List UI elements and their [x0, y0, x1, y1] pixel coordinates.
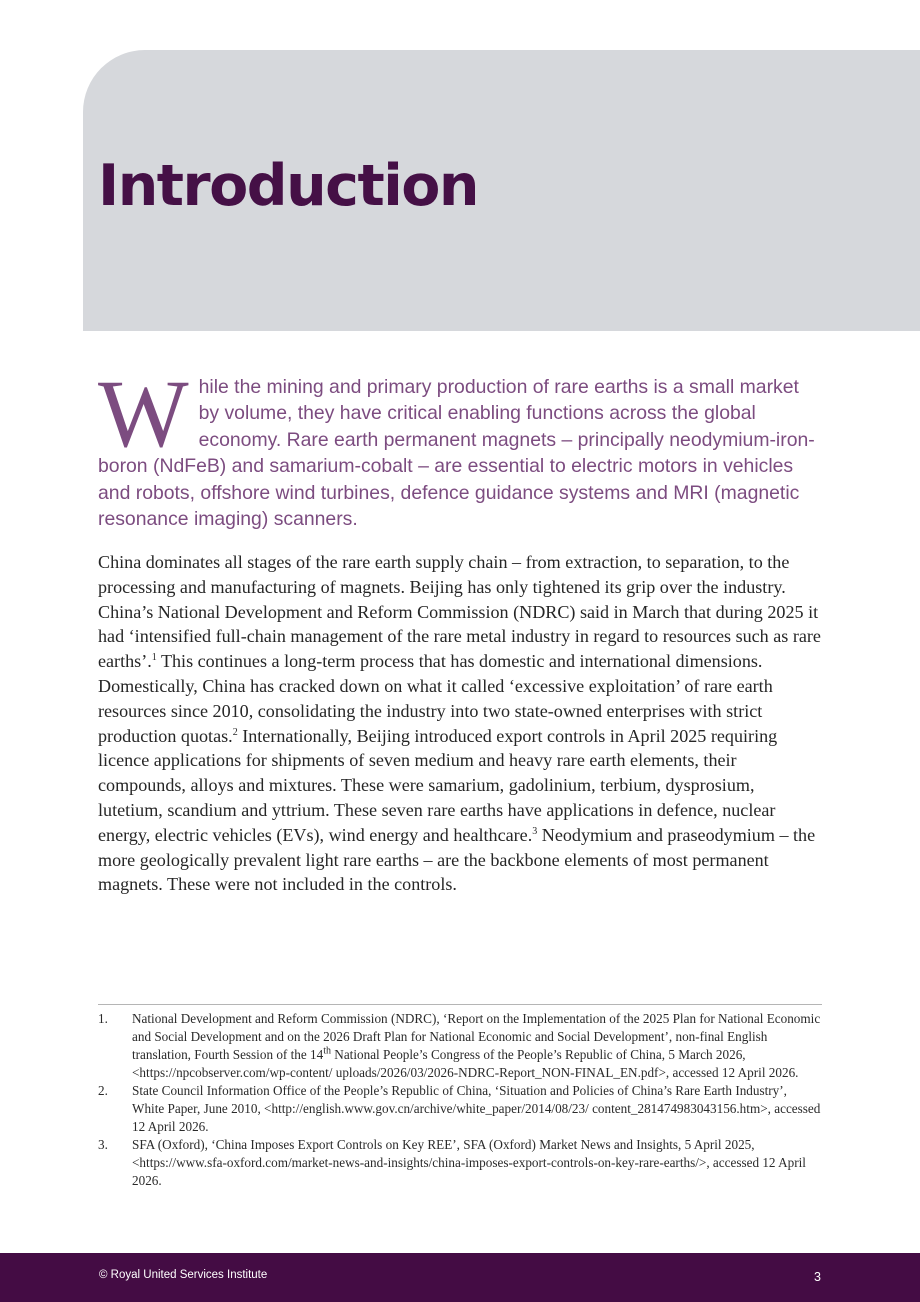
drop-cap: W	[98, 360, 189, 467]
lead-paragraph	[98, 360, 822, 532]
page-title: Introduction	[98, 153, 478, 219]
footnote-item	[98, 1010, 822, 1082]
body-text-part-2: This continues a long-term process that has domestic and international dimensions. Domestically, China has cracked down on what it called ‘excessive exploitation’ of rare earth resources since 2010, consolidating the industry into two state-owned enterprises with strict production quotas.	[98, 651, 773, 746]
footer-bar	[0, 1253, 920, 1302]
footnote-number: 2.	[98, 1083, 108, 1098]
footnote-ref-3[interactable]: 3	[532, 825, 538, 837]
footnote-superscript: th	[323, 1045, 331, 1057]
footnote-number: 1.	[98, 1011, 108, 1026]
footnote-number: 3.	[98, 1137, 108, 1152]
body-text-part-1: China dominates all stages of the rare earth supply chain – from extraction, to separation, to the processing and manufacturing of magnets. Beijing has only tightened its grip over the industry. China’s National Development and Reform Commission (NDRC) said in March that during 2025 it had ‘intensified full-chain management of the rare metal industry in regard to resources such as rare earths’.	[98, 552, 821, 672]
footnote-text: State Council Information Office of the People’s Republic of China, ‘Situation and Policies of China’s Rare Earth Industry’, White Paper, June 2010, <http://english.www.gov.cn/archive/white_paper/2014/08/23/ content_281474983043156.htm>, accessed 12 April 2026.	[132, 1083, 821, 1134]
page-number: 3	[814, 1270, 821, 1284]
footnote-text-continued: National People’s Congress of the People’s Republic of China, 5 March 2026, <https://npcobserver.com/wp-content/ uploads/2026/03/2026-NDRC-Report_NON-FINAL_EN.pdf>, accessed 12 April 2026.	[132, 1047, 799, 1080]
copyright-text: © Royal United Services Institute	[99, 1269, 268, 1281]
footnote-divider	[98, 1004, 822, 1005]
footnote-text: SFA (Oxford), ‘China Imposes Export Controls on Key REE’, SFA (Oxford) Market News and Insights, 5 April 2025, <https://www.sfa-oxford.com/market-news-and-insights/china-imposes-export-controls-on-key-rare-earths/>, accessed 12 April 2026.	[132, 1137, 806, 1188]
footnote-ref-1[interactable]: 1	[151, 652, 157, 664]
body-text-part-3: Internationally, Beijing introduced export controls in April 2025 requiring licence applications for shipments of seven medium and heavy rare earth elements, their compounds, alloys and mixtures. These were samarium, gadolinium, terbium, dysprosium, lutetium, scandium and yttrium. These seven rare earths have applications in defence, nuclear energy, electric vehicles (EVs), wind energy and healthcare.	[98, 725, 778, 845]
footnote-text: National Development and Reform Commission (NDRC), ‘Report on the Implementation of the 2025 Plan for National Economic and Social Development and on the 2026 Draft Plan for National Economic and Social Development’, non-final English translation, Fourth Session of the 14	[132, 1011, 821, 1062]
footnote-ref-2[interactable]: 2	[232, 726, 238, 738]
body-paragraph	[98, 550, 822, 897]
lead-text: hile the mining and primary production of rare earths is a small market by volume, they have critical enabling functions across the global economy. Rare earth permanent magnets – principally neodymium-iron-boron (NdFeB) and samarium-cobalt – are essential to electric motors in vehicles and robots, offshore wind turbines, defence guidance systems and MRI (magnetic resonance imaging) scanners.	[98, 376, 815, 531]
body-text-part-4: Neodymium and praseodymium – the more geologically prevalent light rare earths – are the backbone elements of most permanent magnets. These were not included in the controls.	[98, 824, 816, 895]
footnote-list	[98, 1010, 822, 1190]
footnote-item	[98, 1082, 822, 1136]
footnote-item	[98, 1136, 822, 1190]
